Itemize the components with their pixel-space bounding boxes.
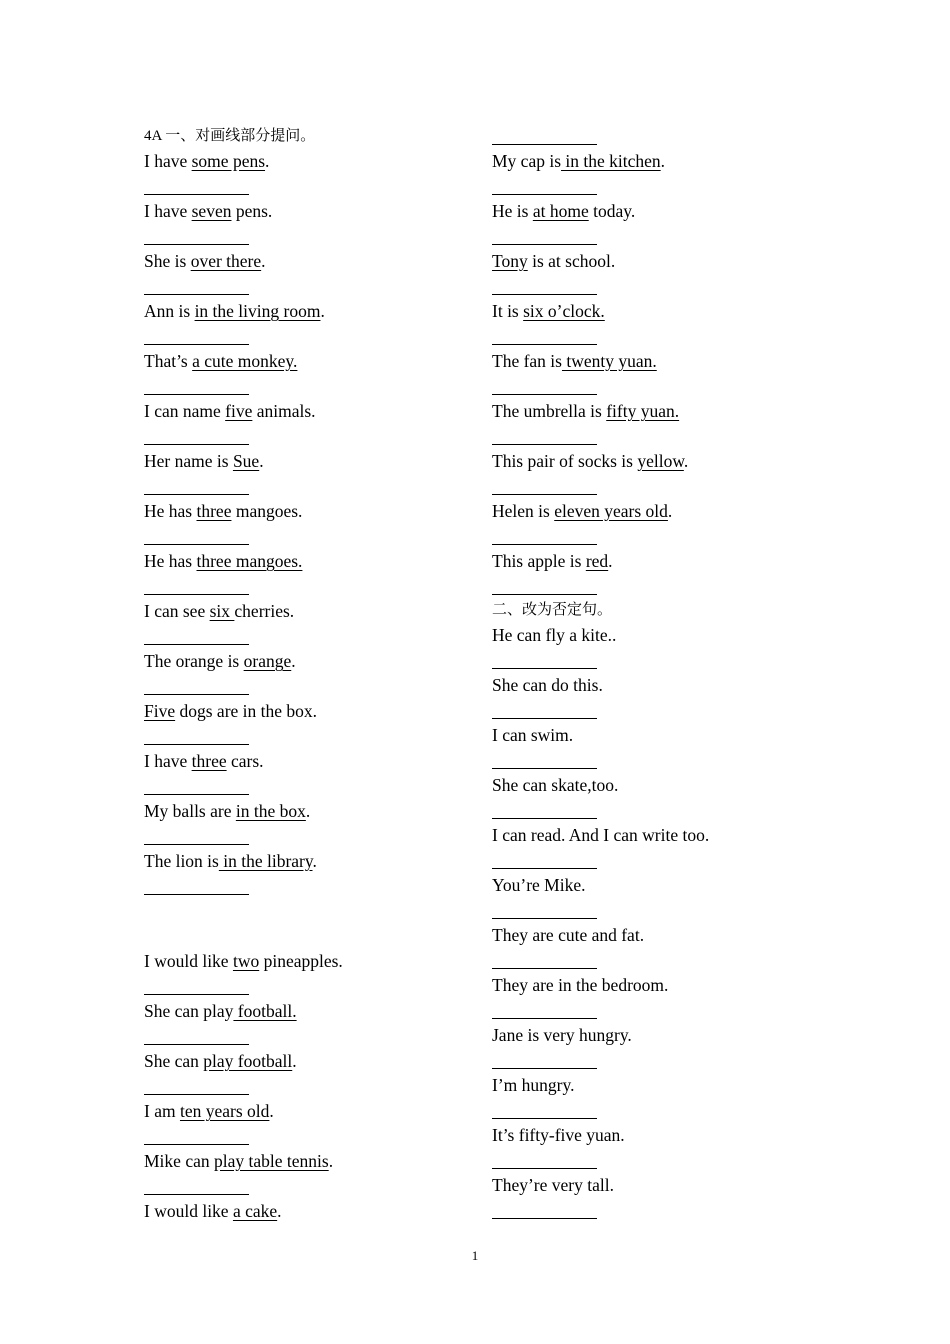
sentence-text: I am: [144, 1101, 180, 1121]
negative-sentence-list: [492, 622, 822, 1222]
sentence-text: .: [683, 451, 689, 471]
sentence-text: Jane is very hungry.: [492, 1025, 632, 1045]
answer-blank[interactable]: [144, 674, 474, 698]
underlined-phrase: a cute monkey.: [192, 351, 298, 371]
answer-blank[interactable]: [492, 324, 822, 348]
underlined-phrase: three: [191, 751, 227, 771]
sentence-text: They are in the bedroom.: [492, 975, 669, 995]
sentence-text: I can swim.: [492, 725, 574, 745]
sentence-text: The lion is: [144, 851, 219, 871]
left-column: [144, 124, 474, 1224]
sentence-text: She can play: [144, 1001, 234, 1021]
sentence-text: He is: [492, 201, 533, 221]
sentence-text: This pair of socks is: [492, 451, 638, 471]
sentence-text: .: [269, 1101, 274, 1121]
answer-blank[interactable]: [492, 1048, 822, 1072]
sentence-text: I’m hungry.: [492, 1075, 575, 1095]
answer-blank[interactable]: [144, 1024, 474, 1048]
sentence-text: That’s: [144, 351, 193, 371]
sentence-line: [144, 1048, 474, 1074]
answer-blank[interactable]: [492, 748, 822, 772]
sentence-line: [492, 922, 822, 948]
sentence-line: [492, 1072, 822, 1098]
answer-blank[interactable]: [492, 224, 822, 248]
underlined-phrase: eleven years old: [554, 501, 668, 521]
sentence-line: [144, 1198, 474, 1224]
sentence-text: He has: [144, 501, 197, 521]
sentence-line: [492, 622, 822, 648]
underlined-phrase: Five: [144, 701, 176, 721]
answer-blank[interactable]: [492, 524, 822, 548]
section-two-heading: 二、改为否定句。: [492, 602, 613, 618]
spacer: [144, 898, 474, 948]
answer-blank[interactable]: [144, 974, 474, 998]
sentence-text: .: [261, 251, 266, 271]
underlined-phrase: in the library: [218, 851, 313, 871]
sentence-text: He has: [144, 551, 197, 571]
sentence-line: [144, 998, 474, 1024]
answer-blank[interactable]: [492, 648, 822, 672]
answer-blank[interactable]: [144, 424, 474, 448]
answer-blank[interactable]: [492, 424, 822, 448]
answer-blank[interactable]: [492, 1148, 822, 1172]
sentence-text: cherries.: [234, 601, 295, 621]
sentence-text: .: [608, 551, 613, 571]
page-number: 1: [471, 1248, 479, 1263]
answer-blank[interactable]: [144, 1074, 474, 1098]
sentence-text: I have: [144, 151, 192, 171]
sentence-text: The umbrella is: [492, 401, 607, 421]
sentence-line: [144, 1098, 474, 1124]
answer-blank[interactable]: [144, 574, 474, 598]
sentence-text: I can name: [144, 401, 226, 421]
sentence-text: I have: [144, 201, 192, 221]
sentence-line: [144, 1148, 474, 1174]
sentence-line: [492, 872, 822, 898]
left-question-list-b: [144, 948, 474, 1224]
sentence-line: [144, 248, 474, 274]
sentence-line: [492, 1172, 822, 1198]
underlined-phrase: some pens: [191, 151, 266, 171]
sentence-line: [492, 822, 822, 848]
sentence-text: .: [277, 1201, 282, 1221]
underlined-phrase: a cake: [232, 1201, 278, 1221]
sentence-text: It’s fifty-five yuan.: [492, 1125, 625, 1145]
sentence-line: [144, 148, 474, 174]
sentence-text: I would like: [144, 1201, 233, 1221]
underlined-phrase: over there: [190, 251, 262, 271]
answer-blank[interactable]: [144, 174, 474, 198]
sentence-text: .: [291, 651, 296, 671]
sentence-line: [492, 198, 822, 224]
sentence-text: .: [305, 801, 311, 821]
underlined-phrase: in the living room: [194, 301, 321, 321]
underlined-phrase: three mangoes.: [196, 551, 303, 571]
sentence-line: [492, 398, 822, 424]
underlined-phrase: orange: [243, 651, 292, 671]
sentence-line: [144, 348, 474, 374]
sentence-text: is at school.: [527, 251, 616, 271]
sentence-line: [144, 548, 474, 574]
sentence-text: She can skate,too.: [492, 775, 619, 795]
section-one-heading: 4A 一、对画线部分提问。: [144, 128, 316, 144]
underlined-phrase: yellow: [637, 451, 684, 471]
answer-blank[interactable]: [144, 274, 474, 298]
answer-blank[interactable]: [144, 224, 474, 248]
sentence-text: You’re Mike.: [492, 875, 586, 895]
answer-blank[interactable]: [492, 1098, 822, 1122]
answer-blank[interactable]: [492, 898, 822, 922]
underlined-phrase: ten years old: [179, 1101, 270, 1121]
underlined-phrase: at home: [532, 201, 589, 221]
underlined-phrase: fifty yuan.: [606, 401, 680, 421]
sentence-line: [492, 548, 822, 574]
sentence-text: I can read. And I can write too.: [492, 825, 710, 845]
sentence-text: Helen is: [492, 501, 555, 521]
sentence-line: [492, 248, 822, 274]
sentence-text: today.: [588, 201, 636, 221]
underlined-phrase: play football: [203, 1051, 293, 1071]
sentence-text: .: [312, 851, 317, 871]
sentence-text: .: [320, 301, 325, 321]
sentence-text: .: [259, 451, 264, 471]
sentence-line: [492, 972, 822, 998]
sentence-text: I would like: [144, 951, 233, 971]
sentence-text: pineapples.: [259, 951, 343, 971]
sentence-text: He can fly a kite..: [492, 625, 617, 645]
sentence-text: I can see: [144, 601, 210, 621]
answer-blank[interactable]: [144, 474, 474, 498]
answer-blank[interactable]: [492, 574, 822, 598]
sentence-text: .: [660, 151, 666, 171]
right-question-list: [492, 148, 822, 598]
underlined-phrase: in the kitchen: [561, 151, 661, 171]
answer-blank[interactable]: [492, 848, 822, 872]
answer-blank[interactable]: [492, 174, 822, 198]
answer-blank[interactable]: [144, 724, 474, 748]
underlined-phrase: in the box: [235, 801, 306, 821]
sentence-text: My balls are: [144, 801, 236, 821]
sentence-line: [144, 398, 474, 424]
sentence-text: .: [667, 501, 673, 521]
sentence-line: [144, 598, 474, 624]
answer-blank[interactable]: [144, 624, 474, 648]
sentence-text: She can: [144, 1051, 204, 1071]
answer-blank[interactable]: [144, 374, 474, 398]
sentence-text: They’re very tall.: [492, 1175, 614, 1195]
answer-blank[interactable]: [492, 698, 822, 722]
answer-blank[interactable]: [492, 274, 822, 298]
underlined-phrase: football.: [233, 1001, 297, 1021]
sentence-text: .: [265, 151, 270, 171]
sentence-line: [144, 298, 474, 324]
sentence-text: It is: [492, 301, 524, 321]
sentence-text: cars.: [226, 751, 264, 771]
sentence-line: [492, 672, 822, 698]
sentence-text: The orange is: [144, 651, 244, 671]
underlined-phrase: Tony: [492, 251, 528, 271]
sentence-line: [492, 498, 822, 524]
answer-blank[interactable]: [492, 124, 822, 148]
sentence-line: [144, 698, 474, 724]
underlined-phrase: twenty yuan.: [561, 351, 657, 371]
sentence-text: pens.: [231, 201, 273, 221]
underlined-phrase: seven: [191, 201, 232, 221]
underlined-phrase: red: [585, 551, 609, 571]
sentence-text: .: [292, 1051, 297, 1071]
answer-blank[interactable]: [144, 324, 474, 348]
sentence-text: The fan is: [492, 351, 562, 371]
underlined-phrase: five: [225, 401, 253, 421]
sentence-line: [144, 798, 474, 824]
sentence-line: [144, 498, 474, 524]
answer-blank[interactable]: [144, 874, 474, 898]
sentence-text: This apple is: [492, 551, 586, 571]
sentence-line: [492, 148, 822, 174]
sentence-text: I have: [144, 751, 192, 771]
sentence-line: [492, 448, 822, 474]
sentence-line: [144, 448, 474, 474]
sentence-line: [492, 1022, 822, 1048]
sentence-line: [492, 1122, 822, 1148]
sentence-text: They are cute and fat.: [492, 925, 645, 945]
sentence-line: [144, 948, 474, 974]
answer-blank[interactable]: [492, 1198, 822, 1222]
sentence-text: She is: [144, 251, 191, 271]
underlined-phrase: Sue: [232, 451, 260, 471]
right-column: [492, 124, 822, 1222]
underlined-phrase: two: [232, 951, 260, 971]
sentence-line: [492, 348, 822, 374]
underlined-phrase: six: [209, 601, 235, 621]
sentence-text: animals.: [252, 401, 316, 421]
underlined-phrase: three: [196, 501, 232, 521]
sentence-text: .: [328, 1151, 334, 1171]
answer-blank[interactable]: [492, 998, 822, 1022]
answer-blank[interactable]: [492, 798, 822, 822]
answer-blank[interactable]: [144, 1124, 474, 1148]
sentence-line: [492, 722, 822, 748]
underlined-phrase: six o’clock.: [523, 301, 605, 321]
sentence-line: [144, 648, 474, 674]
sentence-text: mangoes.: [231, 501, 303, 521]
sentence-line: [492, 298, 822, 324]
answer-blank[interactable]: [144, 824, 474, 848]
answer-blank[interactable]: [144, 774, 474, 798]
sentence-text: Mike can: [144, 1151, 214, 1171]
sentence-line: [492, 772, 822, 798]
answer-blank[interactable]: [144, 1174, 474, 1198]
sentence-line: [144, 848, 474, 874]
answer-blank[interactable]: [492, 474, 822, 498]
answer-blank[interactable]: [144, 524, 474, 548]
sentence-text: She can do this.: [492, 675, 603, 695]
sentence-text: Her name is: [144, 451, 233, 471]
sentence-text: Ann is: [144, 301, 195, 321]
answer-blank[interactable]: [492, 374, 822, 398]
underlined-phrase: play table tennis: [213, 1151, 329, 1171]
answer-blank[interactable]: [492, 948, 822, 972]
sentence-line: [144, 748, 474, 774]
left-question-list: [144, 148, 474, 898]
sentence-line: [144, 198, 474, 224]
sentence-text: dogs are in the box.: [175, 701, 318, 721]
sentence-text: My cap is: [492, 151, 562, 171]
